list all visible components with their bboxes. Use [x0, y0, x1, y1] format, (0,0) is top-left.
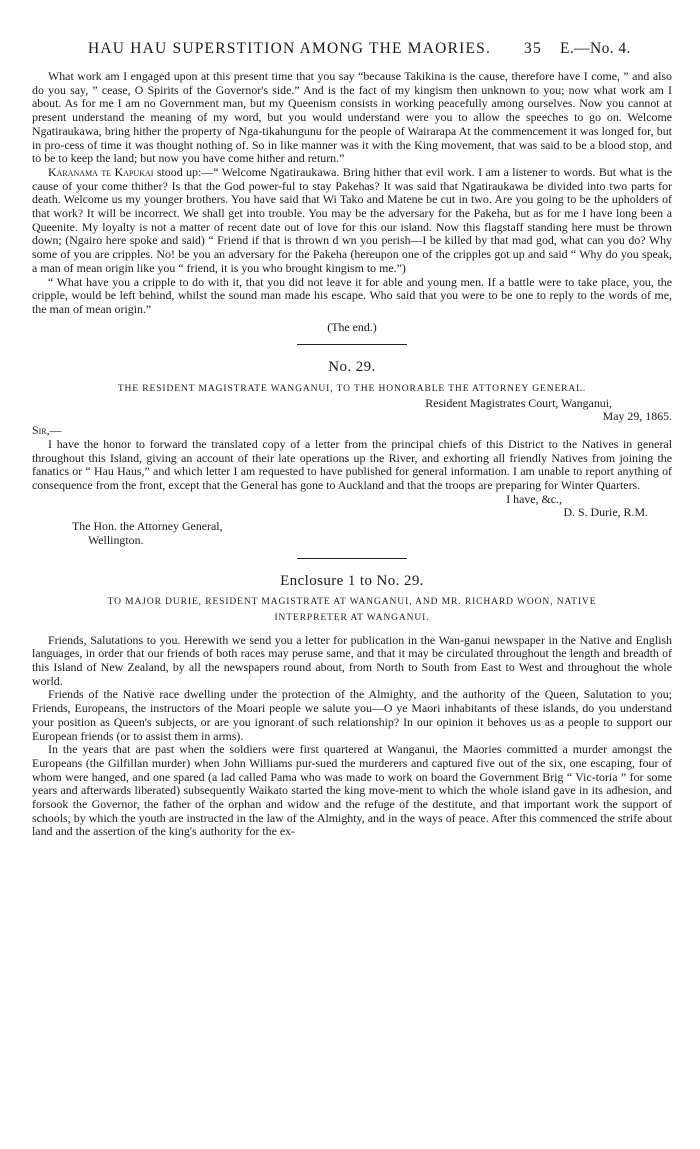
speech-paragraph-3: “ What have you a cripple to do with it, that you did not leave it for able and young men. If a battle were to take place, you, the cripple, would be left behind, whilst the sound man made his escape. Who said that you were to be one to reply to the words of me, the man of mean origin.”: [32, 274, 672, 316]
running-title: HAU HAU SUPERSTITION AMONG THE MAORIES.: [88, 40, 492, 57]
document-reference: E.—No. 4.: [560, 40, 631, 57]
letter-recipient: The Hon. the Attorney General,: [72, 519, 223, 534]
speech-paragraph-1: What work am I engaged upon at this present time that you say “because Takikina is the cause, therefore have I come, ” and also do you say, ” cease, O Spirits of the Governor's side.” And is the fact of my kingism then unknown to you; now what work am I about. As for me I am no Government man, but my Queenism consists in working peacefully among ourselves. Now you cannot at present understand the meaning of my word, but you would understand were you to allow the speeches to go on. Welcome Ngatiraukawa, bring hither the property of Nga-tikahungunu for the people of Wairarapa At the commencement it was longed for, but in pro-cess of time it was thought nothing of. So in like manner was it with the King movement, that was said to be a blood stop, and to be to keep the land; but now you have come hither and return.”: [32, 69, 672, 166]
enclosure-paragraph-1: Friends, Salutations to you. Herewith we send you a letter for publication in the Wan-ganui newspaper in the Native and English languages, in order that our friends of both races may peruse same, and that it may be circulated throughout the length and breadth of this Island of New Zealand, by all the newspapers round about, from North to South from East to West and throughout the whole world.: [32, 632, 672, 688]
speaker-name: Karanama te Kapukai: [48, 164, 154, 179]
enclosure-paragraph-2: Friends of the Native race dwelling under the protection of the Almighty, and the authority of the Queen, Salutation to you; Friends, Europeans, the instructors of the Moari people we salute you—O ye Maori inhabitants of these islands, do you understand your position as Queen's subjects, or are you ignorant of such relationship? In our opinion it behoves us as a people to support our European friends (or to assist them in arms).: [32, 687, 672, 743]
enclosure-heading: Enclosure 1 to No. 29.: [280, 572, 424, 589]
letter-address-line: THE RESIDENT MAGISTRATE WANGANUI, TO THE HONORABLE THE ATTORNEY GENERAL.: [117, 384, 587, 395]
letter-location: Resident Magistrates Court, Wanganui,: [425, 395, 612, 410]
enclosure-address-line-1: TO MAJOR DURIE, RESIDENT MAGISTRATE AT WANGANUI, AND MR. RICHARD WOON, NATIVE: [107, 597, 597, 608]
enclosure-paragraph-3: In the years that are past when the soldiers were first quartered at Wanganui, the Maories committed a murder amongst the Europeans (the Gilfillan murder) when John Williams pur-sued the murderers and captured five out of the six, one escaping, four of whom were hanged, and one spared (a lad called Pama who was made to work on board the Government Brig “ Vic-toria ” for some years and afterwards liberated) subsequently Waikato started the king move-ment to which the whole island gave in its adhesion, and forsook the Governor, the father of the orphan and widow and the refuge of the destitute, and that important work the support of schools, by which the youth are instructed in the law of the Almighty, and in the ways of peace. After this commenced the strife about land and the assertion of the king's authority for the ex-: [32, 742, 672, 839]
letter-salutation: Sir,—: [32, 423, 62, 438]
page-number: 35: [524, 40, 542, 57]
running-header: [32, 40, 672, 64]
section-divider-2: [297, 558, 407, 559]
letter-heading: No. 29.: [328, 359, 376, 376]
end-note: (The end.): [327, 319, 377, 334]
letter-closing: I have, &c.,: [506, 491, 562, 506]
document-body: [32, 70, 672, 839]
letter-signature: D. S. Durie, R.M.: [563, 505, 648, 520]
speech-paragraph-2: [32, 166, 672, 276]
enclosure-address-line-2: INTERPRETER AT WANGANUI.: [274, 612, 430, 623]
section-divider: [297, 344, 407, 345]
letter-recipient-place: Wellington.: [88, 532, 144, 547]
speech-paragraph-2-text: stood up:—“ Welcome Ngatiraukawa. Bring hither that evil work. I am a listener to words. But what is the cause of your come thither? Is that the God power-ful to stay Pakehas? It was said that Ngatiraukawa be divided into two parts for death. Welcome us my younger brothers. You have said that Wi Tako and Matene be cut in two. Are you going to be the upholders of that work? It will be incorrect. We shall get into trouble. You may be the adversary for the Pakeha, but as for me I have long been a Queenite. My loyalty is not a matter of recent date out of love for this our island. Now this flagstaff standing here must be thrown down; (Ngairo here spoke and said) “ Friend if that is thrown d wn you perish—I be killed by that mad god, what can you do? Why some of you are cripples. No! be you an adversary for the Pakeha (hereupon one of the cripples got up and said “ Why do you speak, a man of mean origin like you “ friend, it is you who brought kingism to me.”): [32, 164, 672, 275]
letter-body: I have the honor to forward the translated copy of a letter from the principal chiefs of this District to the Natives in general throughout this Island, giving an account of their late operations up the River, and exhorting all friendly Natives from joining the fanatics or “ Hau Haus,” and which letter I am requested to have published for general information. I am unable to report anything of consequence from the front, except that the General has gone to Auckland and that the troops are preparing for Winter Quarters.: [32, 436, 672, 492]
letter-date: May 29, 1865.: [602, 409, 672, 424]
document-page: [32, 40, 672, 839]
